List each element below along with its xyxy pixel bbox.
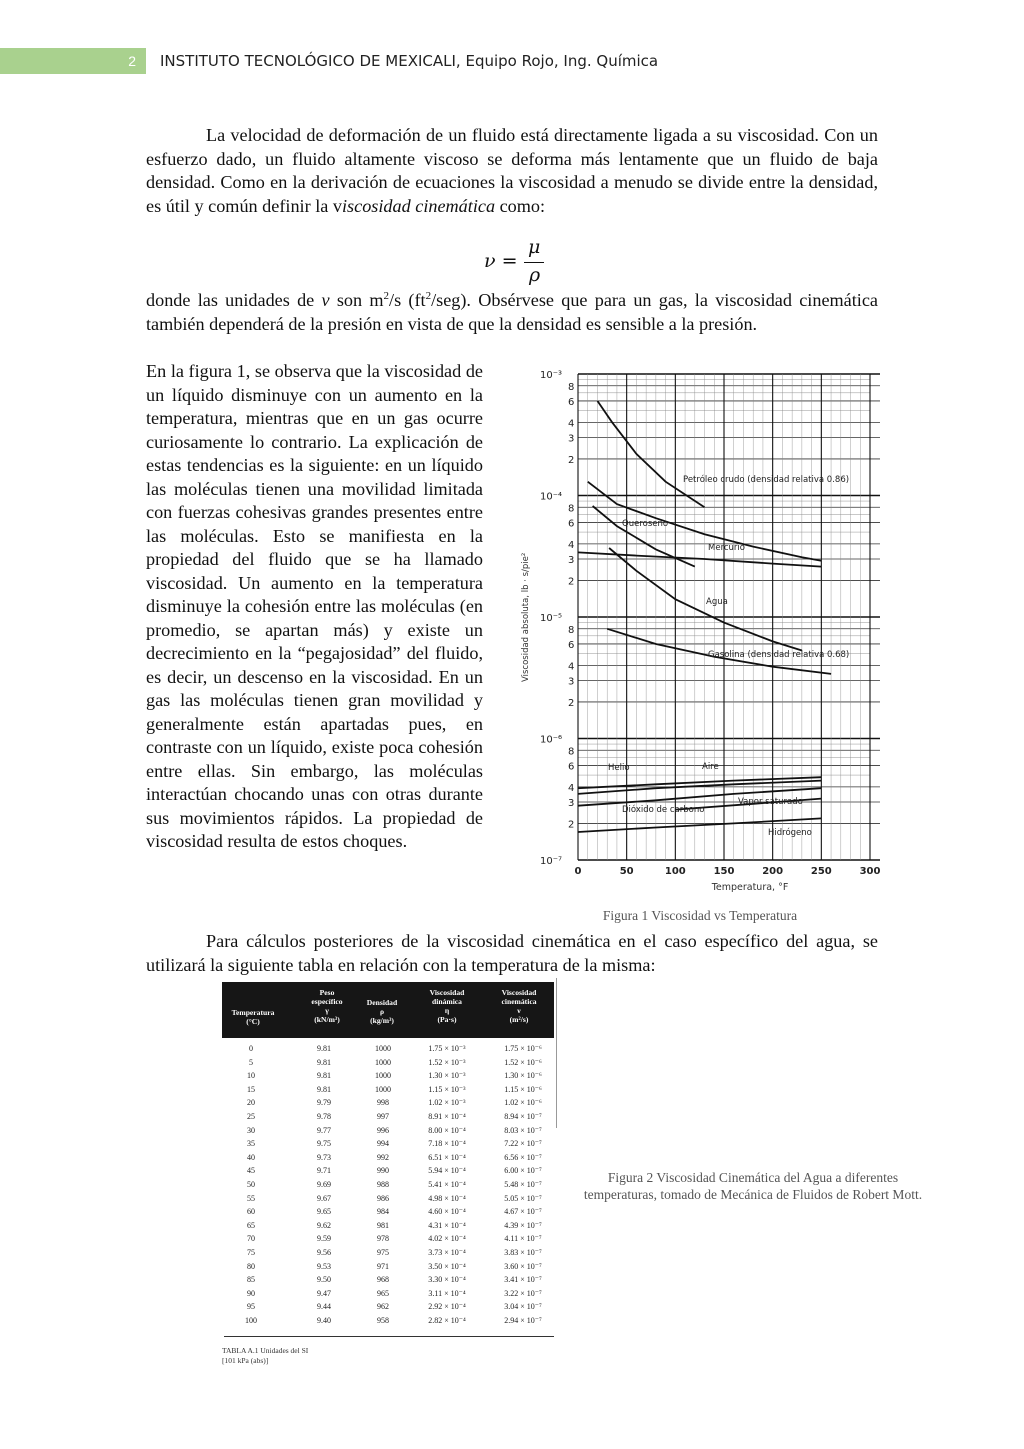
label-agua: Agua	[706, 597, 728, 607]
table-cell: 9.56	[317, 1248, 331, 1257]
formula-denominator: ρ	[529, 264, 541, 286]
table-cell: 10	[247, 1071, 255, 1081]
y-minor-label: 2	[568, 576, 575, 588]
table-cell: 5.94 × 10⁻⁴	[428, 1166, 466, 1176]
table-cell: 90	[247, 1288, 255, 1298]
table-cell: 3.41 × 10⁻⁷	[504, 1275, 542, 1285]
table-cell: 5.48 × 10⁻⁷	[504, 1180, 542, 1189]
table-row	[220, 1248, 560, 1262]
x-tick-label: 250	[810, 866, 832, 877]
table-cell: 1.15 × 10⁻³	[428, 1084, 466, 1094]
kinematic-viscosity-formula	[484, 236, 564, 288]
table-cell: 35	[247, 1139, 255, 1149]
y-minor-label: 6	[568, 761, 575, 773]
y-minor-label: 2	[568, 697, 575, 709]
table-cell: 5.05 × 10⁻⁷	[504, 1193, 542, 1203]
table-cell: 70	[247, 1234, 255, 1244]
label-hidrogeno: Hidrógeno	[768, 828, 812, 838]
table-cell: 9.81	[317, 1084, 331, 1094]
table-cell: 3.30 × 10⁻⁴	[428, 1275, 466, 1285]
table-row	[220, 1112, 560, 1126]
table-row	[220, 1316, 560, 1330]
table-cell: 9.73	[317, 1152, 331, 1162]
table-cell: 4.98 × 10⁻⁴	[428, 1193, 466, 1203]
y-minor-label: 8	[568, 746, 575, 758]
table-cell: 60	[247, 1207, 255, 1217]
table-cell: 1000	[375, 1071, 391, 1081]
label-queroseno: Queroseno	[622, 519, 669, 529]
table-cell: 9.44	[317, 1302, 331, 1312]
table-row	[220, 1275, 560, 1289]
table-row	[220, 1302, 560, 1316]
y-minor-label: 4	[568, 539, 575, 551]
table-cell: 75	[247, 1248, 255, 1257]
table-cell: 30	[247, 1125, 255, 1135]
x-tick-label: 200	[762, 866, 784, 877]
table-cell: 3.83 × 10⁻⁷	[504, 1248, 542, 1257]
label-helio: Helio	[608, 763, 630, 773]
y-decade-label: 10⁻³	[540, 370, 563, 381]
table-row	[220, 1234, 560, 1248]
table-cell: 1000	[375, 1084, 391, 1094]
table-cell: 958	[377, 1316, 389, 1325]
table-cell: 8.00 × 10⁻⁴	[428, 1125, 466, 1135]
y-minor-label: 8	[568, 624, 575, 636]
table-cell: 4.31 × 10⁻⁴	[428, 1220, 466, 1230]
table-cell: 80	[247, 1261, 255, 1271]
table-row	[220, 1166, 560, 1180]
table-row	[220, 1194, 560, 1208]
fraction-bar	[524, 262, 544, 263]
label-aire: Aire	[702, 762, 719, 772]
table-cell: 1.02 × 10⁻³	[428, 1098, 466, 1108]
y-axis-title: Viscosidad absoluta, lb · s/pie²	[521, 552, 531, 682]
table-cell: 2.82 × 10⁻⁴	[428, 1316, 466, 1325]
y-minor-label: 8	[568, 381, 575, 393]
table-cell: 65	[247, 1220, 255, 1230]
figure-1-caption: Figura 1 Viscosidad vs Temperatura	[602, 908, 798, 923]
table-cell: 45	[247, 1166, 255, 1176]
table-cell: 3.73 × 10⁻⁴	[428, 1248, 466, 1257]
label-co2: Dióxido de carbono	[622, 805, 705, 815]
table-cell: 4.60 × 10⁻⁴	[428, 1207, 466, 1217]
table-cell: 9.65	[317, 1207, 331, 1217]
table-row	[220, 1058, 560, 1072]
table-cell: 978	[377, 1234, 389, 1244]
y-minor-label: 3	[568, 798, 575, 810]
table-cell: 981	[377, 1220, 389, 1230]
y-decade-label: 10⁻⁴	[540, 491, 563, 503]
table-cell: 9.81	[317, 1044, 331, 1053]
table-cell: 1.75 × 10⁻³	[428, 1044, 466, 1053]
table-cell: 1.52 × 10⁻⁶	[504, 1057, 542, 1067]
table-cell: 975	[377, 1248, 389, 1257]
table-cell: 4.02 × 10⁻⁴	[428, 1234, 466, 1244]
table-cell: 55	[247, 1193, 255, 1203]
table-cell: 15	[247, 1084, 255, 1094]
x-tick-label: 0	[574, 866, 582, 877]
paragraph-1: La velocidad de deformación de un fluido está directamente ligada a su viscosidad. Con un esfuerzo dado, un fluido altamente viscoso se deforma más lentamente que un fluido de baja densidad. Como en la derivación de ecuaciones la viscosidad a menudo se divide entre la densidad, es útil y común definir la viscosidad cinemática como:	[146, 125, 878, 216]
table-header-cell: Viscosidad cinemática ν (m²/s)	[501, 988, 537, 1024]
label-petroleo: Petróleo crudo (densidad relativa 0.86)	[683, 475, 850, 485]
x-axis-labels	[575, 866, 881, 877]
y-minor-label: 4	[568, 782, 575, 794]
label-mercurio: Mercurio	[708, 543, 745, 553]
figure-2-caption: Figura 2 Viscosidad Cinemática del Agua a diferentes temperaturas, tomado de Mecánica de Fluidos de Robert Mott.	[583, 1170, 923, 1202]
table-cell: 9.62	[317, 1220, 331, 1230]
table-cell: 968	[377, 1275, 389, 1285]
table-cell: 6.00 × 10⁻⁷	[504, 1166, 542, 1176]
paragraph-2: donde las unidades de ν son $m^2/s$ $(ft^2/seg)$. Obsérvese que para un gas, la viscosidad cinemática también dependerá de la presión en vista de que la densidad es sensible a la presión.	[146, 290, 878, 334]
table-cell: 9.77	[317, 1125, 331, 1135]
water-properties-table	[220, 978, 560, 1378]
table-cell: 1.52 × 10⁻³	[428, 1057, 466, 1067]
table-cell: 1000	[375, 1057, 391, 1067]
table-cell: 1.30 × 10⁻⁶	[504, 1071, 542, 1081]
table-cell: 95	[247, 1302, 255, 1312]
table-row	[220, 1262, 560, 1276]
table-caption: TABLA A.1 Unidades del SI [101 kPa (abs)]	[222, 1346, 309, 1365]
table-cell: 9.71	[317, 1166, 331, 1176]
table-cell: 9.47	[317, 1288, 331, 1298]
table-header-cell: Densidad ρ (kg/m³)	[366, 998, 398, 1025]
table-row	[220, 1071, 560, 1085]
y-minor-label: 3	[568, 555, 575, 567]
table-cell: 5	[249, 1057, 253, 1067]
table-row	[220, 1221, 560, 1235]
table-row	[220, 1207, 560, 1221]
page-header	[0, 48, 1024, 74]
table-row	[220, 1289, 560, 1303]
y-minor-label: 6	[568, 518, 575, 530]
table-cell: 971	[377, 1261, 389, 1271]
table-cell: 996	[377, 1125, 389, 1135]
x-tick-label: 300	[859, 866, 881, 877]
table-cell: 994	[377, 1139, 389, 1149]
table-cell: 1.30 × 10⁻³	[428, 1071, 466, 1081]
table-header-cell: Temperatura (°C)	[231, 1008, 275, 1026]
table-cell: 7.18 × 10⁻⁴	[428, 1139, 466, 1149]
table-cell: 20	[247, 1098, 255, 1108]
y-decade-label: 10⁻⁶	[540, 734, 563, 746]
table-cell: 9.59	[317, 1234, 331, 1244]
table-cell: 9.50	[317, 1275, 331, 1285]
table-cell: 3.11 × 10⁻⁴	[428, 1288, 466, 1298]
y-minor-label: 6	[568, 639, 575, 651]
table-cell: 50	[247, 1180, 255, 1189]
x-tick-label: 100	[664, 866, 686, 877]
table-cell: 2.94 × 10⁻⁷	[504, 1316, 542, 1325]
chart-grid	[578, 374, 880, 860]
table-cell: 992	[377, 1152, 389, 1162]
table-cell: 9.67	[317, 1193, 331, 1203]
formula-lhs: ν =	[484, 250, 518, 272]
table-header	[222, 982, 554, 1038]
table-cell: 4.39 × 10⁻⁷	[504, 1220, 542, 1230]
table-cell: 4.67 × 10⁻⁷	[504, 1207, 542, 1217]
table-cell: 9.78	[317, 1112, 331, 1121]
y-minor-label: 2	[568, 454, 575, 466]
x-tick-label: 150	[713, 866, 735, 877]
table-row	[220, 1180, 560, 1194]
table-cell: 9.81	[317, 1057, 331, 1067]
formula-numerator: μ	[528, 236, 541, 258]
table-cell: 1.02 × 10⁻⁶	[504, 1098, 542, 1108]
table-header-cell: Viscosidad dinámica η (Pa·s)	[429, 988, 465, 1024]
table-cell: 100	[245, 1316, 257, 1325]
table-cell: 998	[377, 1098, 389, 1108]
table-cell: 3.60 × 10⁻⁷	[504, 1261, 542, 1271]
table-cell: 8.94 × 10⁻⁷	[504, 1112, 542, 1121]
table-header-cell: Peso específico γ (kN/m³)	[311, 988, 343, 1024]
table-row	[220, 1126, 560, 1140]
table-cell: 9.40	[317, 1316, 331, 1325]
table-cell: 40	[247, 1152, 255, 1162]
x-axis-title: Temperatura, °F	[711, 882, 789, 893]
table-cell: 986	[377, 1193, 389, 1203]
table-cell: 1000	[375, 1044, 391, 1053]
table-cell: 5.41 × 10⁻⁴	[428, 1180, 466, 1189]
table-cell: 997	[377, 1112, 389, 1121]
table-row	[220, 1044, 560, 1058]
table-row	[220, 1085, 560, 1099]
table-cell: 990	[377, 1166, 389, 1176]
table-cell: 3.04 × 10⁻⁷	[504, 1302, 542, 1312]
paragraph-3: En la figura 1, se observa que la viscosidad de un líquido disminuye con un aumento en la temperatura, mientras que en un gas ocurre curiosamente lo contrario. La explicación de estas tendencias es la siguiente: en un líquido las moléculas tienen una movilidad limitada con fuerzas cohesivas grandes presentes entre las moléculas. Esto se manifiesta en la propiedad del fluido que se ha llamado viscosidad. Un aumento en la temperatura disminuye la cohesión entre las moléculas (en promedio, se apartan más) y existe un decrecimiento en la “pegajosidad” del fluido, es decir, un descenso en la viscosidad. En un gas las moléculas tienen gran movilidad y generalmente están apartadas pues, en contraste con un líquido, existe poca cohesión entre ellas. Sin embargo, las moléculas interactúan chocando unas con otras durante sus movimientos rápidos. La propiedad de viscosidad resulta de estos choques.	[146, 361, 483, 851]
table-cell: 1.75 × 10⁻⁶	[504, 1044, 542, 1053]
y-minor-label: 6	[568, 396, 575, 408]
table-cell: 1.15 × 10⁻⁶	[504, 1084, 542, 1094]
table-cell: 85	[247, 1275, 255, 1285]
table-row	[220, 1098, 560, 1112]
label-gasolina: Gasolina (densidad relativa 0.68)	[708, 650, 850, 660]
y-decade-label: 10⁻⁵	[540, 613, 563, 624]
y-minor-label: 8	[568, 503, 575, 515]
page-number: 2	[0, 48, 146, 74]
y-minor-label: 4	[568, 418, 575, 430]
paragraph-4: Para cálculos posteriores de la viscosidad cinemática en el caso específico del agua, se utilizará la siguiente tabla en relación con la temperatura de la misma:	[146, 931, 878, 975]
x-tick-label: 50	[619, 866, 634, 877]
y-minor-label: 3	[568, 433, 575, 445]
table-cell: 3.50 × 10⁻⁴	[428, 1261, 466, 1271]
table-bottom-rule	[224, 1336, 554, 1337]
curve-mercurio	[578, 552, 821, 566]
table-cell: 9.69	[317, 1180, 331, 1189]
table-cell: 965	[377, 1288, 389, 1298]
y-decade-label: 10⁻⁷	[540, 856, 563, 867]
y-axis-labels	[540, 370, 574, 867]
table-cell: 6.56 × 10⁻⁷	[504, 1152, 542, 1162]
table-cell: 6.51 × 10⁻⁴	[428, 1152, 466, 1162]
table-cell: 8.91 × 10⁻⁴	[428, 1112, 466, 1121]
table-cell: 9.79	[317, 1098, 331, 1108]
table-cell: 3.22 × 10⁻⁷	[504, 1288, 542, 1298]
table-cell: 9.81	[317, 1071, 331, 1081]
table-cell: 0	[249, 1044, 253, 1053]
table-cell: 9.75	[317, 1139, 331, 1149]
table-cell: 962	[377, 1302, 389, 1312]
label-vapor: Vapor saturado	[738, 797, 803, 807]
figure-viscosity-vs-temperature	[510, 362, 888, 907]
table-row	[220, 1153, 560, 1167]
table-cell: 984	[377, 1207, 389, 1217]
table-row	[220, 1139, 560, 1153]
curve-petroleo-high	[598, 401, 705, 507]
table-cell: 2.92 × 10⁻⁴	[428, 1302, 466, 1312]
table-cell: 4.11 × 10⁻⁷	[504, 1234, 542, 1244]
table-cell: 9.53	[317, 1261, 331, 1271]
table-cell: 988	[377, 1180, 389, 1189]
y-minor-label: 3	[568, 676, 575, 688]
table-cell: 25	[247, 1112, 255, 1121]
header-title: INSTITUTO TECNOLÓGICO DE MEXICALI, Equipo Rojo, Ing. Química	[160, 52, 659, 70]
table-cell: 8.03 × 10⁻⁷	[504, 1125, 542, 1135]
table-cell: 7.22 × 10⁻⁷	[504, 1139, 542, 1149]
y-minor-label: 4	[568, 661, 575, 673]
y-minor-label: 2	[568, 819, 575, 831]
